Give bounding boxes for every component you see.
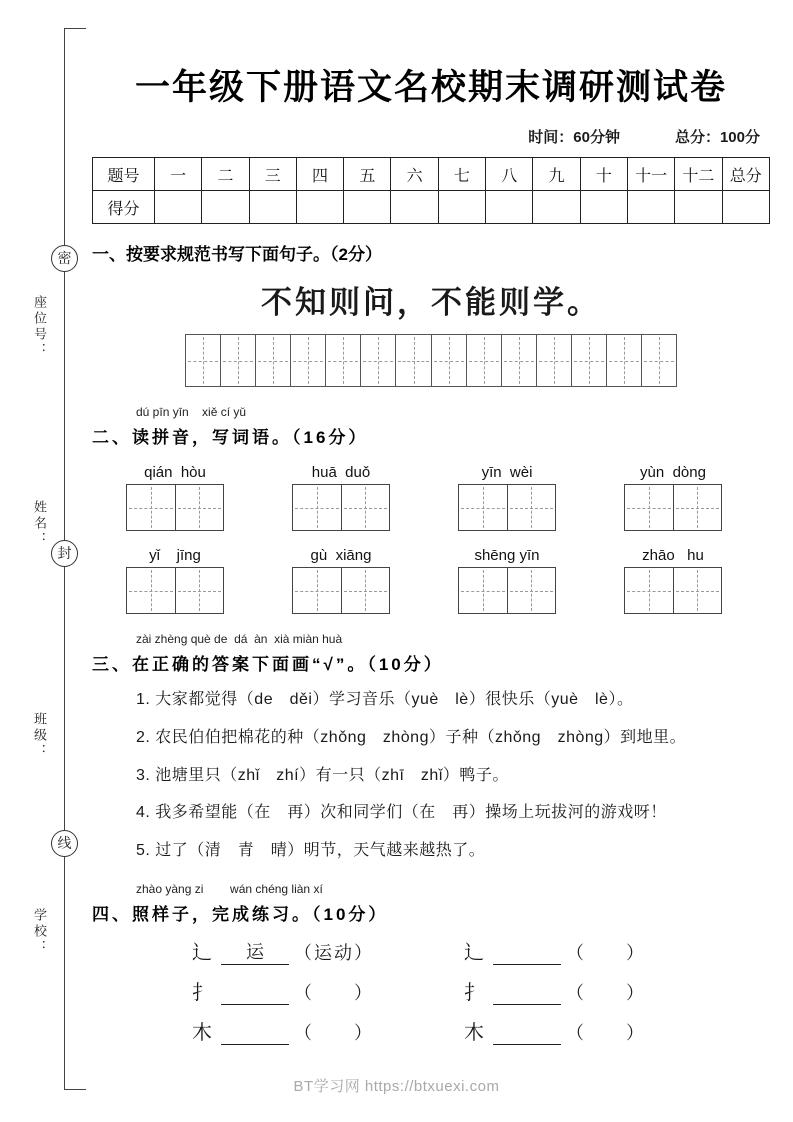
radical-exercise: [464, 941, 736, 965]
score-table-header-cell: 九: [533, 158, 580, 191]
radical-char: 扌: [192, 981, 212, 1004]
character-cell[interactable]: [459, 568, 508, 613]
answer-blank[interactable]: [493, 982, 561, 1005]
radical-exercise: [192, 981, 464, 1005]
section1-writing-grid[interactable]: [185, 334, 677, 387]
pinyin-label: yǐ jīng: [149, 547, 201, 564]
score-table-header-cell: 十二: [675, 158, 722, 191]
section1-sentence: 不知则问，不能则学。: [261, 285, 601, 321]
section-3: [92, 632, 770, 864]
section2-row1: [92, 464, 770, 531]
score-entry-cell[interactable]: [155, 191, 202, 224]
pinyin-label: gù xiāng: [310, 547, 372, 564]
score-entry-cell[interactable]: [202, 191, 249, 224]
character-cell[interactable]: [674, 485, 722, 530]
score-table-header-cell: 一: [155, 158, 202, 191]
writing-cell[interactable]: [186, 335, 221, 386]
character-cell[interactable]: [127, 568, 176, 613]
question-item[interactable]: 3. 池塘里只（zhǐ zhí）有一只（zhī zhǐ）鸭子。: [136, 766, 509, 784]
character-cell[interactable]: [176, 485, 224, 530]
radical-exercise: [464, 981, 736, 1005]
section2-row2: [92, 547, 770, 614]
radical-char: 辶: [464, 941, 484, 964]
radical-char: 扌: [464, 981, 484, 1004]
score-table-header-cell: 三: [249, 158, 296, 191]
footer-credit: BT学习网 https://btxuexi.com: [293, 1078, 500, 1095]
writing-cell[interactable]: [572, 335, 607, 386]
score-entry-cell[interactable]: [580, 191, 627, 224]
pinyin-label: yīn wèi: [481, 464, 533, 481]
score-entry-cell[interactable]: [296, 191, 343, 224]
seal-mark-mi: 密: [51, 245, 78, 272]
character-cell[interactable]: [342, 568, 390, 613]
score-table: [92, 157, 770, 224]
radical-exercise: [192, 1021, 464, 1045]
name-label: 姓名：: [32, 500, 47, 548]
writing-cell[interactable]: [361, 335, 396, 386]
score-entry-cell[interactable]: [675, 191, 722, 224]
score-entry-cell[interactable]: [344, 191, 391, 224]
pinyin-word-group: [126, 464, 224, 531]
character-cell[interactable]: [127, 485, 176, 530]
score-table-header-cell: 十: [580, 158, 627, 191]
answer-blank[interactable]: [221, 1022, 289, 1045]
character-cell[interactable]: [674, 568, 722, 613]
seal-margin: [0, 0, 92, 1122]
writing-cell[interactable]: [642, 335, 676, 386]
question-item[interactable]: 4. 我多希望能（在 再）次和同学们（在 再）操场上玩拔河的游戏呀！: [136, 804, 667, 822]
character-grid[interactable]: [458, 567, 556, 614]
seal-mark-feng: 封: [51, 540, 78, 567]
score-table-score-row: [93, 191, 770, 224]
writing-cell[interactable]: [467, 335, 502, 386]
word-paren[interactable]: （ ）: [566, 1023, 646, 1044]
pinyin-label: zhāo hu: [642, 547, 704, 564]
answer-blank[interactable]: [493, 942, 561, 965]
total-score-label: 总分：100分: [674, 129, 760, 146]
writing-cell[interactable]: [502, 335, 537, 386]
seat-number-label: 座位号：: [32, 295, 47, 359]
character-grid[interactable]: [624, 484, 722, 531]
pinyin-word-group: [624, 547, 722, 614]
radical-char: 木: [192, 1021, 212, 1044]
score-entry-cell[interactable]: [722, 191, 769, 224]
word-paren[interactable]: （ ）: [566, 943, 646, 964]
section-4: [92, 882, 770, 1045]
radical-char: 辶: [192, 941, 212, 964]
word-paren[interactable]: （ ）: [566, 983, 646, 1004]
writing-cell[interactable]: [396, 335, 431, 386]
radical-exercise: [464, 1021, 736, 1045]
example-answer: 运: [221, 942, 289, 965]
score-table-header-cell: 七: [438, 158, 485, 191]
section-1: [92, 240, 770, 387]
score-entry-cell[interactable]: [391, 191, 438, 224]
section2-heading: 二、读拼音，写词语。（16分）: [92, 428, 369, 447]
pinyin-word-group: [458, 547, 556, 614]
page-title: 一年级下册语文名校期末调研测试卷: [134, 68, 727, 107]
character-cell[interactable]: [459, 485, 508, 530]
pinyin-word-group: [624, 464, 722, 531]
word-paren[interactable]: （ ）: [294, 983, 374, 1004]
character-cell[interactable]: [176, 568, 224, 613]
writing-cell[interactable]: [326, 335, 361, 386]
question-item[interactable]: 2. 农民伯伯把棉花的种（zhǒng zhòng）子种（zhǒng zhòng）到地里。: [136, 728, 687, 746]
radical-exercise: [192, 941, 464, 965]
answer-blank[interactable]: [493, 1022, 561, 1045]
pinyin-word-group: [292, 464, 390, 531]
writing-cell[interactable]: [256, 335, 291, 386]
word-paren[interactable]: （ ）: [294, 1023, 374, 1044]
pinyin-label: yùn dòng: [640, 464, 706, 481]
seal-mark-xian: 线: [51, 830, 78, 857]
pinyin-label: huā duǒ: [311, 464, 371, 481]
score-entry-cell[interactable]: [627, 191, 674, 224]
section2-pinyin: dú pīn yīn xiě cí yǔ: [136, 405, 247, 419]
pinyin-label: shēng yīn: [474, 547, 540, 564]
score-table-header-row: [93, 158, 770, 191]
score-table-header-cell: 四: [296, 158, 343, 191]
class-label: 班级：: [32, 712, 47, 760]
character-cell[interactable]: [293, 568, 342, 613]
section3-heading: 三、在正确的答案下面画“√”。（10分）: [92, 655, 444, 674]
exam-content: [92, 0, 770, 1045]
score-entry-cell[interactable]: [438, 191, 485, 224]
section4-exercises: [92, 941, 770, 1045]
score-entry-cell[interactable]: [249, 191, 296, 224]
score-table-header-cell: 总分: [722, 158, 769, 191]
score-table-header-cell: 二: [202, 158, 249, 191]
section1-heading: 一、按要求规范书写下面句子。（2分）: [92, 245, 382, 264]
character-grid[interactable]: [624, 567, 722, 614]
score-table-header-cell: 八: [486, 158, 533, 191]
character-grid[interactable]: [126, 567, 224, 614]
writing-cell[interactable]: [432, 335, 467, 386]
writing-cell[interactable]: [291, 335, 326, 386]
section3-pinyin: zài zhèng què de dá àn xià miàn huà: [136, 632, 343, 646]
radical-row: [192, 981, 770, 1005]
section3-items: [92, 688, 770, 864]
character-grid[interactable]: [126, 484, 224, 531]
pinyin-word-group: [126, 547, 224, 614]
score-table-header-cell: 六: [391, 158, 438, 191]
pinyin-word-group: [458, 464, 556, 531]
character-cell[interactable]: [625, 485, 674, 530]
writing-cell[interactable]: [537, 335, 572, 386]
radical-row: [192, 1021, 770, 1045]
writing-cell[interactable]: [221, 335, 256, 386]
score-table-header-cell: 五: [344, 158, 391, 191]
character-cell[interactable]: [508, 485, 556, 530]
score-entry-cell[interactable]: [533, 191, 580, 224]
character-cell[interactable]: [508, 568, 556, 613]
character-cell[interactable]: [293, 485, 342, 530]
score-entry-cell[interactable]: [486, 191, 533, 224]
section4-pinyin: zhào yàng zi wán chéng liàn xí: [136, 881, 323, 896]
character-cell[interactable]: [342, 485, 390, 530]
character-grid[interactable]: [292, 484, 390, 531]
time-label: 时间：60分钟: [528, 129, 620, 146]
exam-info-line: [92, 126, 760, 147]
pinyin-label: qián hòu: [144, 464, 206, 481]
character-grid[interactable]: [458, 484, 556, 531]
score-table-header-cell: 十一: [627, 158, 674, 191]
section-2: [92, 405, 770, 614]
score-table-header-cell: 题号: [93, 158, 155, 191]
radical-row: [192, 941, 770, 965]
answer-blank[interactable]: [221, 982, 289, 1005]
question-item[interactable]: 5. 过了（清 青 晴）明节，天气越来越热了。: [136, 842, 486, 860]
section4-heading: 四、照样子，完成练习。（10分）: [92, 904, 389, 924]
character-grid[interactable]: [292, 567, 390, 614]
score-row-label: 得分: [93, 191, 155, 224]
writing-cell[interactable]: [607, 335, 642, 386]
pinyin-word-group: [292, 547, 390, 614]
character-cell[interactable]: [625, 568, 674, 613]
word-paren: （运动）: [294, 943, 374, 964]
school-label: 学校：: [32, 908, 47, 956]
question-item[interactable]: 1. 大家都觉得（de děi）学习音乐（yuè lè）很快乐（yuè lè）。: [136, 691, 634, 708]
radical-char: 木: [464, 1021, 484, 1044]
